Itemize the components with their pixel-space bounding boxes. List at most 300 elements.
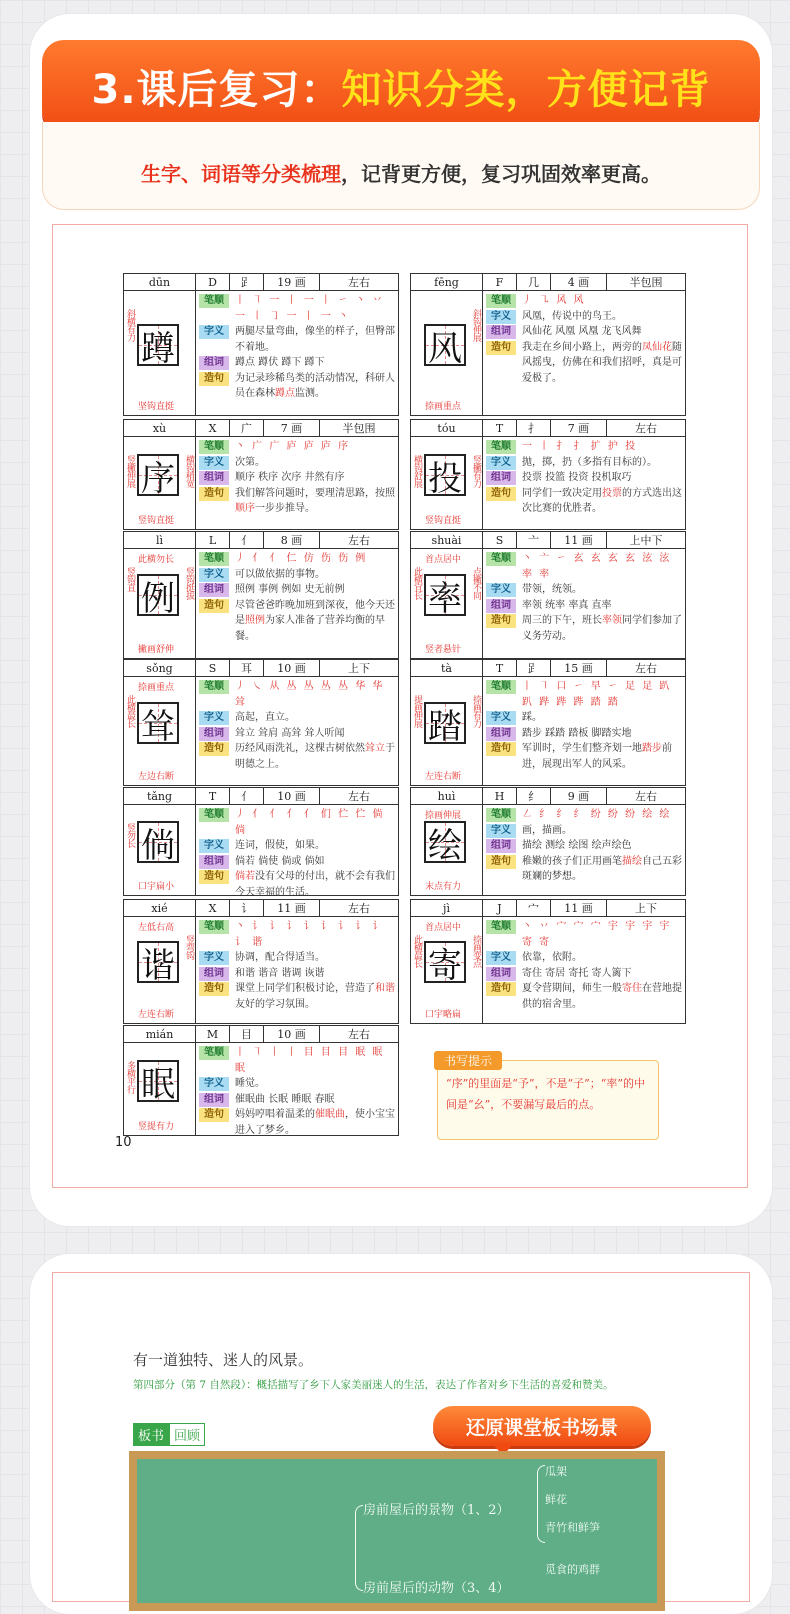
pinyin: dūn [124, 274, 196, 291]
character-entry [410, 531, 686, 659]
char-panel [124, 677, 196, 785]
character-box [424, 574, 466, 619]
tag-zuci: 组词 [199, 1093, 229, 1107]
tag-ziyi: 字义 [199, 1077, 229, 1091]
tag-zuci: 组词 [486, 471, 516, 485]
tag-zuci: 组词 [486, 839, 516, 853]
index-letter: J [483, 900, 517, 917]
sentence: 为记录珍稀鸟类的活动情况，科研人员在森林蹲点监测。 [235, 372, 395, 399]
char-panel [411, 805, 483, 895]
stroke-order: 丨 ㇕ 口 ㇀ 早 ㇀ 足 足 趴 趴 跸 跸 跸 踏 踏 [522, 681, 672, 708]
character-entry [410, 273, 686, 416]
board-main-2: 房前屋后的动物（3、4） [363, 1581, 510, 1596]
stroke-order: 丶 亠 ㇀ 玄 玄 玄 玄 泫 泫 率 率 [522, 553, 672, 580]
top-note: 此横勿长 [138, 555, 175, 565]
radical: 讠 [230, 900, 264, 917]
structure: 左右 [607, 660, 686, 677]
radical: 扌 [517, 420, 551, 437]
tag-zuci: 组词 [199, 471, 229, 485]
radical: 广 [230, 420, 264, 437]
character: 倘 [141, 825, 175, 866]
char-details [483, 917, 685, 1023]
side-note-2: 斜钩伸展 [471, 309, 481, 341]
pinyin: huì [411, 788, 483, 805]
stroke-count: 7 画 [551, 420, 607, 437]
summary-text: 第四部分（第 7 自然段）：概括描写了乡下人家美丽迷人的生活，表达了作者对乡下生活的喜爱和赞美。 [133, 1379, 614, 1391]
pinyin: tǎng [124, 788, 196, 805]
tag-ziyi: 字义 [486, 456, 516, 470]
words: 催眠曲 长眠 睡眠 春眠 [235, 1093, 335, 1105]
words: 描绘 测绘 绘图 绘声绘色 [522, 840, 632, 851]
structure: 左右 [607, 788, 686, 805]
words: 倘若 倘使 倘或 倘如 [235, 855, 325, 867]
index-letter: L [196, 532, 230, 549]
banner-prefix: 3.课后复习： [91, 66, 342, 113]
tag-zaoju: 造句 [199, 372, 229, 386]
char-details [483, 291, 685, 415]
character-entry [410, 419, 686, 530]
words: 率领 统率 率真 直率 [522, 599, 612, 611]
board-card [30, 1254, 772, 1614]
tag-bishun: 笔顺 [199, 440, 229, 454]
tag-zaoju: 造句 [486, 855, 516, 869]
side-note-2: 竖撇有力 [471, 455, 481, 487]
words: 寄住 寄居 寄托 寄人篱下 [522, 967, 632, 979]
index-letter: T [483, 420, 517, 437]
stroke-order: 丶 丷 宀 宀 宀 宇 宇 宇 宇 寄 寄 [522, 921, 672, 948]
char-panel [411, 549, 483, 658]
bottom-note: 撇画舒伸 [138, 645, 175, 655]
stroke-count: 7 画 [264, 420, 320, 437]
top-note: 左低右高 [138, 923, 175, 933]
character-box [424, 454, 466, 499]
radical: 亠 [517, 532, 551, 549]
tag-ziyi: 字义 [199, 711, 229, 725]
char-details [196, 437, 398, 529]
character-box [137, 324, 179, 369]
section-banner [42, 40, 760, 132]
words: 和谐 谐音 谐调 诙谐 [235, 967, 325, 979]
subtitle-rest: ，记背更方便，复习巩固效率更高。 [341, 162, 661, 186]
structure: 半包围 [320, 420, 399, 437]
meaning: 两腿尽量弯曲，像坐的样子，但臀部不着地。 [235, 326, 395, 353]
char-details [196, 917, 398, 1023]
index-letter: T [196, 788, 230, 805]
char-details [483, 549, 685, 658]
writing-tip [437, 1054, 659, 1140]
character-entry [123, 1025, 399, 1136]
character-box [137, 454, 179, 499]
pinyin: xù [124, 420, 196, 437]
book-page-2 [52, 1272, 750, 1602]
pinyin: lì [124, 532, 196, 549]
stroke-order: 丶 讠 讠 讠 讠 讠 讠 讠 讠 讠 谐 [235, 921, 385, 948]
board-sub: 鲜花 [545, 1493, 567, 1506]
subtitle-highlight: 生字、词语等分类梳理 [141, 162, 341, 186]
side-note-2: 横钩稍宽 [184, 455, 194, 487]
side-note: 竖勿长 [125, 823, 135, 847]
tag-bishun: 笔顺 [486, 294, 516, 308]
meaning: 可以做依据的事物。 [235, 568, 325, 580]
sentence: 夏令营期间，师生一般寄住在营地提供的宿舍里。 [522, 983, 682, 1010]
tag-ziyi: 字义 [199, 325, 229, 339]
words: 踏步 踩踏 踏板 脚踏实地 [522, 727, 632, 739]
tag-zaoju: 造句 [486, 341, 516, 355]
side-note: 此横最长 [125, 695, 135, 727]
side-note-2: 竖钩挺拔 [184, 567, 194, 599]
structure: 半包围 [607, 274, 686, 291]
side-note-2: 点撇不同 [471, 567, 481, 599]
char-panel [124, 805, 196, 895]
stroke-order: 丶 广 广 庐 庐 庐 序 [235, 441, 351, 452]
structure: 上下 [607, 900, 686, 917]
stroke-order: 丨 ㇕ 一 丨 一 丨 ㇀ 丶 丷 一 ㇑ ㇆ 一 丨 一 丶 [235, 295, 385, 322]
bottom-note: 口宇略扁 [425, 1010, 462, 1020]
tag-zaoju: 造句 [199, 870, 229, 884]
meaning: 带领，统领。 [522, 584, 582, 595]
bottom-note: 竖者悬针 [425, 645, 462, 655]
tag-zaoju: 造句 [486, 742, 516, 756]
character: 绘 [428, 825, 462, 866]
structure: 上中下 [607, 532, 686, 549]
words: 投票 投篮 投资 投机取巧 [522, 472, 632, 483]
tip-text: “序”的里面是“予”，不是“子”；“率”的中间是“幺”，不要漏写最后的点。 [446, 1077, 645, 1111]
radical: 𧾷 [517, 660, 551, 677]
tag-a: 板书 [133, 1423, 169, 1446]
character-entry [410, 787, 686, 896]
stroke-order: ㇜ 纟 纟 纟 纷 纷 纷 绘 绘 [522, 809, 672, 820]
pinyin: sǒng [124, 660, 196, 677]
board-main: 房前屋后的景物（1、2） [363, 1503, 510, 1518]
char-panel [411, 677, 483, 785]
character: 耸 [141, 706, 175, 747]
radical: 目 [230, 1026, 264, 1043]
character: 例 [141, 578, 175, 619]
meaning: 次第。 [235, 456, 265, 468]
char-details [196, 549, 398, 658]
stroke-order: 一 丨 扌 扌 扩 护 投 [522, 441, 638, 452]
tag-zuci: 组词 [486, 967, 516, 981]
char-panel [124, 437, 196, 529]
tag-ziyi: 字义 [199, 839, 229, 853]
page-number: 10 [115, 1135, 132, 1150]
knowledge-card [30, 14, 772, 1226]
tag-bishun: 笔顺 [486, 680, 516, 694]
tag-zaoju: 造句 [199, 742, 229, 756]
top-note: 首点居中 [425, 923, 462, 933]
words: 风仙花 风凰 风凰 龙飞风舞 [522, 326, 642, 337]
character-entry [123, 273, 399, 416]
board-review-tag [133, 1423, 205, 1446]
character: 踏 [428, 706, 462, 747]
char-details [196, 805, 398, 898]
meaning: 连词，假使，如果。 [235, 840, 325, 851]
radical: 宀 [517, 900, 551, 917]
tag-zuci: 组词 [199, 727, 229, 741]
character: 率 [428, 578, 462, 619]
character: 谐 [141, 945, 175, 986]
stroke-order: 丿 ㇏ 从 丛 丛 丛 丛 华 华 耸 [235, 681, 385, 708]
side-note-2: 捺画有力 [471, 695, 481, 727]
tag-zaoju: 造句 [199, 487, 229, 501]
index-letter: X [196, 420, 230, 437]
character-entry [123, 787, 399, 896]
char-details [483, 677, 685, 785]
char-panel [411, 437, 483, 529]
sentence: 周三的下午，班长率领同学们参加了义务劳动。 [522, 615, 682, 642]
character-entry [123, 899, 399, 1024]
index-letter: M [196, 1026, 230, 1043]
tip-title: 书写提示 [434, 1051, 502, 1070]
index-letter: X [196, 900, 230, 917]
char-panel [124, 291, 196, 415]
bottom-note: 左连右断 [138, 1010, 175, 1020]
brace [537, 1465, 545, 1543]
bottom-note: 竖提有力 [138, 1122, 175, 1132]
tag-bishun: 笔顺 [486, 552, 516, 566]
meaning: 睡觉。 [235, 1078, 265, 1089]
meaning: 高起，直立。 [235, 712, 295, 723]
bottom-note: 口宇扁小 [138, 882, 175, 892]
meaning: 协调，配合得适当。 [235, 952, 325, 963]
words: 耸立 耸肩 高耸 耸人听闻 [235, 727, 345, 739]
structure: 左右 [320, 532, 399, 549]
tag-ziyi: 字义 [199, 456, 229, 470]
char-panel [411, 917, 483, 1023]
meaning: 抛，掷，扔（多指有目标的）。 [522, 456, 657, 468]
character: 蹲 [141, 328, 175, 369]
sentence: 我们解答问题时，要理清思路，按照顺序一步步推导。 [235, 487, 395, 514]
structure: 上下 [320, 660, 399, 677]
bottom-note: 末点有力 [425, 882, 462, 892]
sentence: 同学们一致决定用投票的方式选出这次比赛的优胜者。 [522, 487, 682, 514]
tag-b: 回顾 [169, 1423, 205, 1446]
tag-ziyi: 字义 [199, 951, 229, 965]
tag-bishun: 笔顺 [486, 808, 516, 822]
stroke-count: 9 画 [551, 788, 607, 805]
bottom-note: 竖钩直挺 [138, 516, 175, 526]
side-note: 斜横有力 [125, 309, 135, 341]
words: 照例 事例 例如 史无前例 [235, 584, 345, 595]
character-box [137, 941, 179, 986]
character: 风 [428, 328, 462, 369]
pinyin: mián [124, 1026, 196, 1043]
side-note: 横钩舒展 [412, 455, 422, 487]
meaning: 踩。 [522, 712, 542, 723]
tag-bishun: 笔顺 [199, 808, 229, 822]
subtitle-bar [42, 122, 760, 210]
side-note-2: 捺画变点 [471, 935, 481, 967]
character-box [137, 1060, 179, 1105]
char-panel [124, 1043, 196, 1135]
character-entry [123, 531, 399, 659]
stroke-order: 丨 ㇕ 丨 丨 目 目 目 眠 眠 眠 [235, 1047, 385, 1074]
character-entry [410, 659, 686, 786]
board-sub: 青竹和鲜笋 [545, 1521, 600, 1534]
tag-bishun: 笔顺 [486, 440, 516, 454]
side-note: 竖撇伸展 [125, 455, 135, 487]
bottom-note: 竖钩直挺 [425, 516, 462, 526]
tag-ziyi: 字义 [486, 951, 516, 965]
tag-zaoju: 造句 [486, 614, 516, 628]
words: 蹲点 蹲伏 蹲下 蹲下 [235, 357, 325, 368]
tag-ziyi: 字义 [486, 310, 516, 324]
radical: 耳 [230, 660, 264, 677]
tag-bishun: 笔顺 [199, 294, 229, 308]
character-box [424, 702, 466, 747]
tag-zaoju: 造句 [199, 599, 229, 613]
index-letter: S [196, 660, 230, 677]
character-box [424, 941, 466, 986]
side-note: 此横最长 [412, 935, 422, 967]
character-box [424, 821, 466, 866]
character-box [137, 702, 179, 747]
meaning: 风凰，传说中的鸟王。 [522, 310, 622, 322]
stroke-count: 15 画 [551, 660, 607, 677]
sentence: 稚嫩的孩子们正用画笔描绘自己五彩斑斓的梦想。 [522, 855, 682, 882]
tag-zuci: 组词 [486, 599, 516, 613]
stroke-count: 10 画 [264, 660, 320, 677]
character-box [137, 821, 179, 866]
tag-ziyi: 字义 [486, 711, 516, 725]
stroke-count: 4 画 [551, 274, 607, 291]
tag-bishun: 笔顺 [199, 920, 229, 934]
side-note: 多横平行 [125, 1061, 135, 1093]
tag-zuci: 组词 [199, 855, 229, 869]
sentence: 倘若没有父母的付出，就不会有我们今天幸福的生活。 [235, 871, 395, 898]
side-note: 提画伸展 [412, 695, 422, 727]
pinyin: shuài [411, 532, 483, 549]
sentence: 课堂上同学们积极讨论，营造了和谐友好的学习氛围。 [235, 983, 395, 1010]
stroke-count: 8 画 [264, 532, 320, 549]
tag-ziyi: 字义 [486, 824, 516, 838]
tag-zuci: 组词 [199, 967, 229, 981]
char-panel [124, 549, 196, 658]
structure: 左右 [607, 420, 686, 437]
stroke-count: 10 画 [264, 1026, 320, 1043]
stroke-order: 丿 亻 亻 亻 亻 们 伫 伫 倘 倘 [235, 809, 385, 836]
bottom-note: 左边右断 [138, 772, 175, 782]
tag-zaoju: 造句 [199, 1108, 229, 1122]
structure: 左右 [320, 1026, 399, 1043]
tag-bishun: 笔顺 [199, 552, 229, 566]
char-details [196, 1043, 398, 1135]
chalkboard [129, 1451, 665, 1611]
index-letter: T [483, 660, 517, 677]
sentence: 历经风雨洗礼，这棵古树依然耸立于明德之上。 [235, 743, 395, 770]
book-page [52, 224, 748, 1188]
character: 序 [141, 458, 175, 499]
char-panel [411, 291, 483, 415]
char-details [196, 291, 398, 415]
character: 投 [428, 458, 462, 499]
character-entry [123, 659, 399, 786]
pinyin: xié [124, 900, 196, 917]
stroke-order: 丿 ㇈ 风 风 [522, 295, 586, 306]
tag-zuci: 组词 [486, 325, 516, 339]
bottom-note: 捺画重点 [425, 402, 462, 412]
tag-zuci: 组词 [199, 583, 229, 597]
sentence: 尽管爸爸昨晚加班到深夜，他今天还是照例为家人准备了营养均衡的早餐。 [235, 599, 395, 642]
tag-bishun: 笔顺 [199, 1046, 229, 1060]
character-entry [123, 419, 399, 530]
char-panel [124, 917, 196, 1023]
structure: 左右 [320, 274, 399, 291]
character: 寄 [428, 945, 462, 986]
tag-zuci: 组词 [486, 727, 516, 741]
top-note: 捺画伸展 [425, 811, 462, 821]
pinyin: jì [411, 900, 483, 917]
sentence: 我走在乡间小路上，两旁的凤仙花随风摇曳，仿佛在和我们招呼，真是可爱极了。 [522, 341, 682, 384]
pinyin: tà [411, 660, 483, 677]
tag-zaoju: 造句 [486, 982, 516, 996]
tag-zaoju: 造句 [199, 982, 229, 996]
side-note-2: 竖弯钩 [184, 935, 194, 959]
character-box [424, 324, 466, 369]
character-entry [410, 899, 686, 1024]
meaning: 画，描画。 [522, 824, 572, 836]
index-letter: F [483, 274, 517, 291]
char-details [483, 437, 685, 529]
char-details [483, 805, 685, 895]
pinyin: tóu [411, 420, 483, 437]
bottom-note: 坚钩直挺 [138, 402, 175, 412]
pinyin: fēng [411, 274, 483, 291]
char-details [196, 677, 398, 785]
tag-zuci: 组词 [199, 356, 229, 370]
tag-ziyi: 字义 [486, 583, 516, 597]
side-note: 此横宜长 [412, 567, 422, 599]
board-sub: 瓜架 [545, 1465, 567, 1478]
banner-highlight: 知识分类，方便记背 [341, 66, 711, 113]
character-box [137, 574, 179, 619]
stroke-order: 丿 亻 亻 仁 仿 伤 伤 例 [235, 553, 368, 564]
structure: 左右 [320, 900, 399, 917]
radical: 亻 [230, 788, 264, 805]
radical: 𧾷 [230, 274, 264, 291]
tag-bishun: 笔顺 [199, 680, 229, 694]
brace [355, 1505, 363, 1591]
words: 顺序 秩序 次序 井然有序 [235, 472, 345, 483]
radical: 亻 [230, 532, 264, 549]
meaning: 依靠，依附。 [522, 952, 582, 963]
tag-bishun: 笔顺 [486, 920, 516, 934]
stroke-count: 11 画 [551, 900, 607, 917]
tag-zaoju: 造句 [486, 487, 516, 501]
structure: 左右 [320, 788, 399, 805]
tag-ziyi: 字义 [199, 568, 229, 582]
radical: 纟 [517, 788, 551, 805]
index-letter: S [483, 532, 517, 549]
stroke-count: 11 画 [551, 532, 607, 549]
text-line: 有一道独特、迷人的风景。 [133, 1351, 314, 1369]
top-note: 首点居中 [425, 555, 462, 565]
side-note: 竖钩直 [125, 567, 135, 591]
index-letter: D [196, 274, 230, 291]
callout-bubble: 还原课堂板书场景 [433, 1406, 651, 1446]
sentence: 妈妈哼唱着温柔的催眠曲，使小宝宝进入了梦乡。 [235, 1109, 395, 1136]
top-note: 捺画重点 [138, 683, 175, 693]
stroke-count: 11 画 [264, 900, 320, 917]
sentence: 军训时，学生们整齐划一地踏步前进，展现出军人的风采。 [522, 743, 672, 770]
bottom-note: 左连右断 [425, 772, 462, 782]
stroke-count: 10 画 [264, 788, 320, 805]
stroke-count: 19 画 [264, 274, 320, 291]
board-sub: 觅食的鸡群 [545, 1563, 600, 1576]
character: 眠 [141, 1064, 175, 1105]
radical: 几 [517, 274, 551, 291]
index-letter: H [483, 788, 517, 805]
